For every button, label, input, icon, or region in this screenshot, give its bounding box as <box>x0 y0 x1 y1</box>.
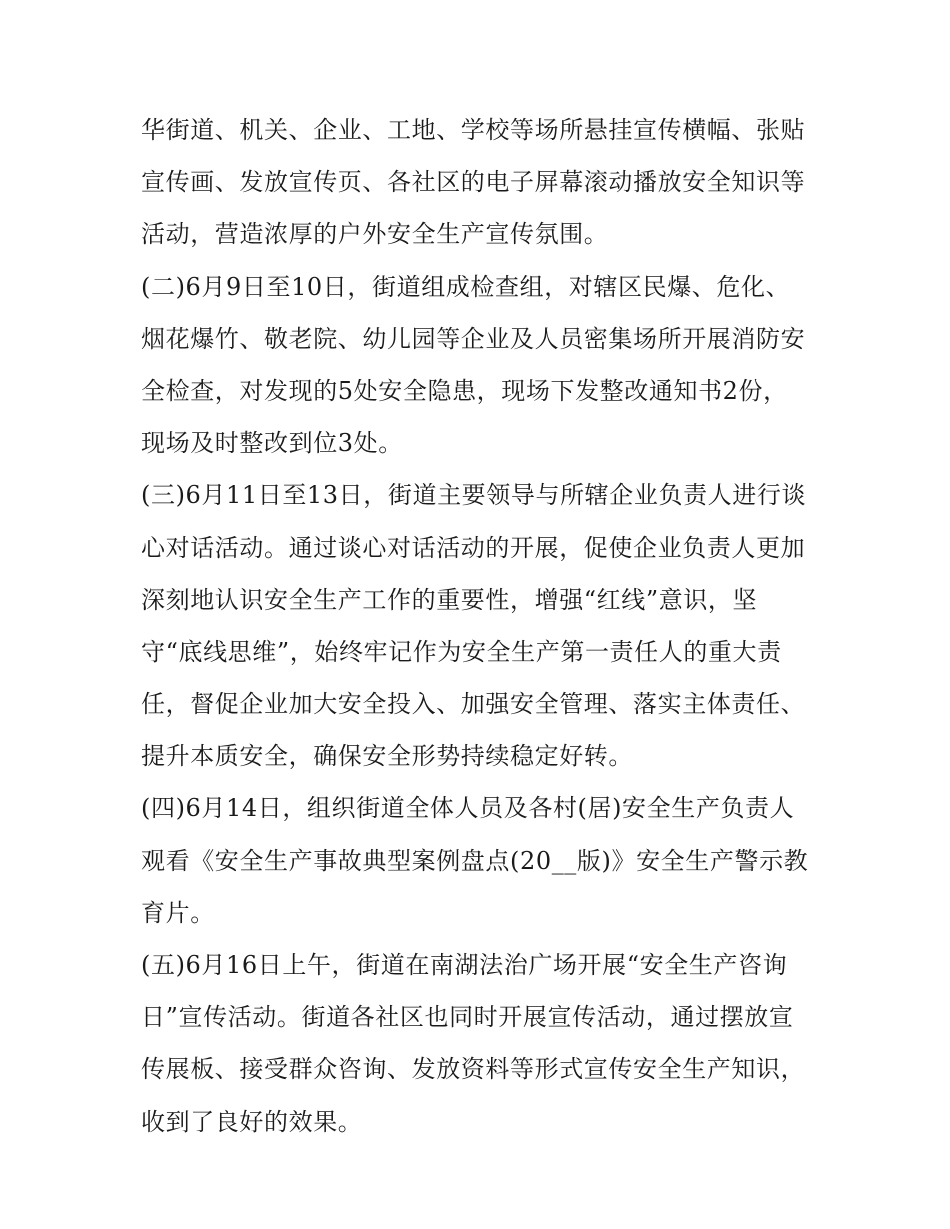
text-line: 守“底线思维”，始终牢记作为安全生产第一责任人的重大责 <box>141 637 782 666</box>
text-line: (五)6月16日上午，街道在南湖法治广场开展“安全生产咨询 <box>141 951 788 979</box>
text-line: 深刻地认识安全生产工作的重要性，增强“红线”意识，坚 <box>141 585 758 614</box>
text-line: 任，督促企业加大安全投入、加强安全管理、落实主体责任、 <box>141 690 806 719</box>
text-line: 提升本质安全，确保安全形势持续稳定好转。 <box>141 742 633 771</box>
text-line: (二)6月9日至10日，街道组成检查组，对辖区民爆、危化、 <box>141 272 791 301</box>
body-text <box>141 104 821 1148</box>
text-line: 观看《安全生产事故典型案例盘点(20__版)》安全生产警示教 <box>141 846 809 875</box>
text-line: (三)6月11日至13日，街道主要领导与所辖企业负责人进行谈 <box>141 481 807 510</box>
text-line: 全检查，对发现的5处安全隐患，现场下发整改通知书2份， <box>141 376 788 405</box>
text-line: 宣传画、发放宣传页、各社区的电子屏幕滚动播放安全知识等 <box>141 168 806 197</box>
text-line: 现场及时整改到位3处。 <box>141 429 403 458</box>
text-line: 日”宣传活动。街道各社区也同时开展宣传活动，通过摆放宣 <box>141 1003 794 1032</box>
text-line: 育片。 <box>141 898 215 927</box>
text-line: 华街道、机关、企业、工地、学校等场所悬挂宣传横幅、张贴 <box>141 116 806 144</box>
text-line: 烟花爆竹、敬老院、幼儿园等企业及人员密集场所开展消防安 <box>141 324 806 353</box>
text-line: 活动，营造浓厚的户外安全生产宣传氛围。 <box>141 220 609 249</box>
text-line: 收到了良好的效果。 <box>141 1107 363 1136</box>
text-line: 心对话活动。通过谈心对话活动的开展，促使企业负责人更加 <box>141 533 806 562</box>
text-line: 传展板、接受群众咨询、发放资料等形式宣传安全生产知识， <box>141 1055 806 1084</box>
text-line: (四)6月14日，组织街道全体人员及各村(居)安全生产负责人 <box>141 794 795 823</box>
